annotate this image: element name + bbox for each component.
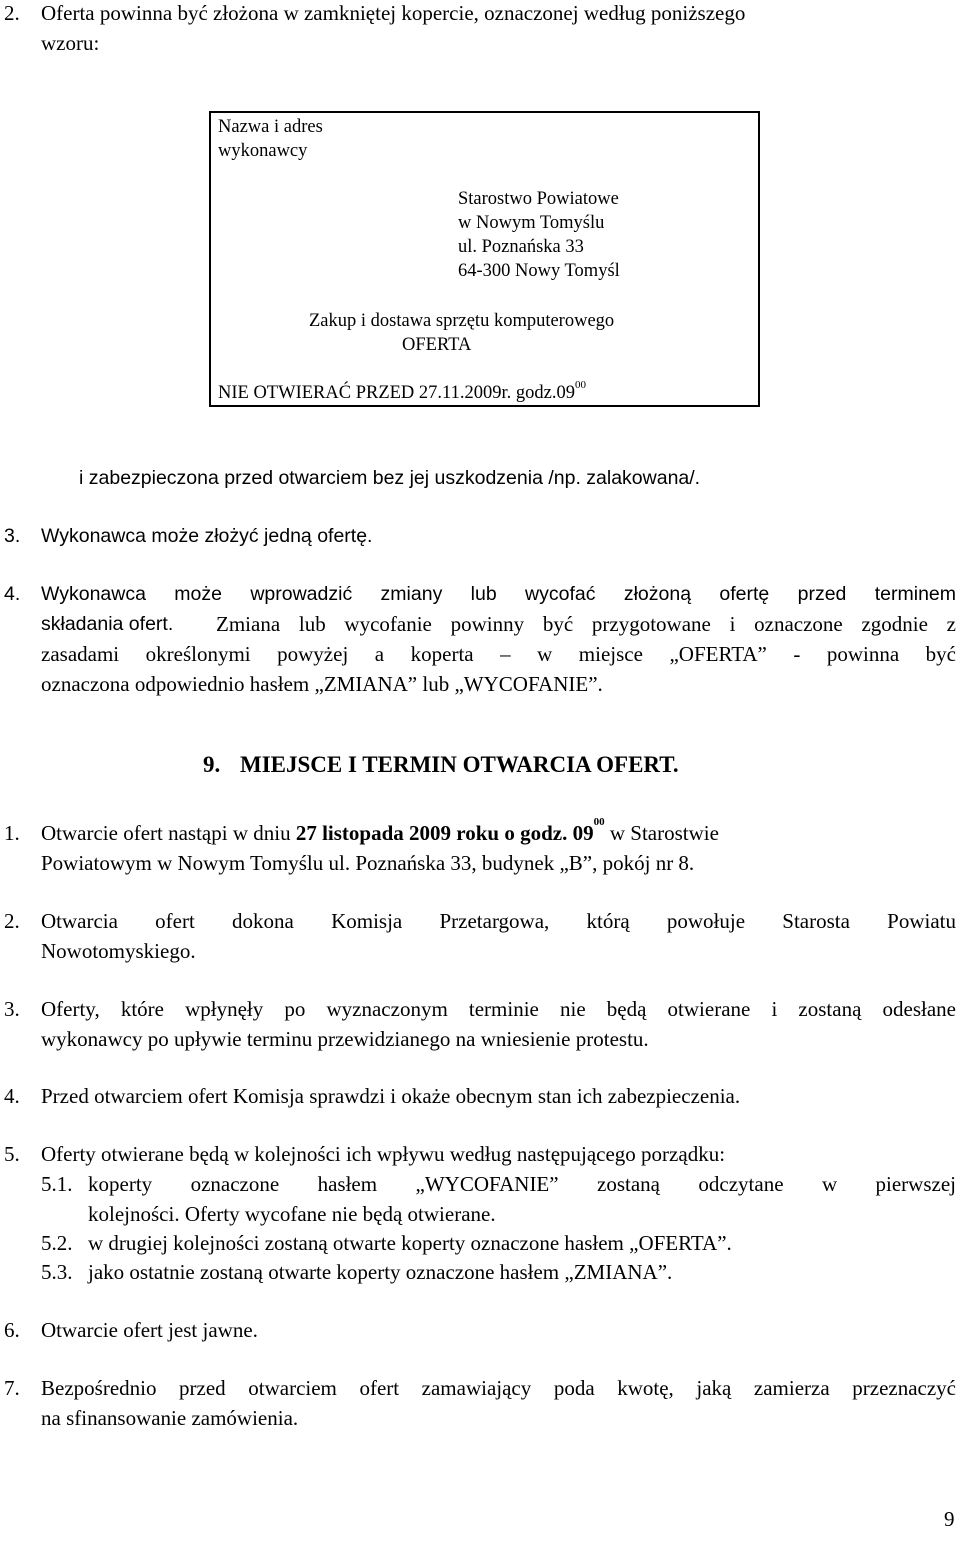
s2-line1: Otwarcia ofert dokona Komisja Przetargowa, którą powołuje Starosta Powiatu — [41, 909, 956, 933]
contractor-name-label: Nazwa i adres — [218, 117, 323, 137]
s3-line2: wykonawcy po upływie terminu przewidzianego na wniesienie protestu. — [41, 1027, 649, 1051]
item4-line4: oznaczona odpowiednio hasłem „ZMIANA” lub „WYCOFANIE”. — [41, 672, 603, 696]
s5-sub2-number: 5.2. — [41, 1231, 73, 1255]
item3-text: Wykonawca może złożyć jedną ofertę. — [41, 525, 373, 547]
item2-after-box: i zabezpieczona przed otwarciem bez jej uszkodzenia /np. zalakowana/. — [79, 467, 701, 489]
s6-number: 6. — [4, 1318, 20, 1342]
recipient-line3: ul. Poznańska 33 — [458, 237, 584, 257]
envelope-do-not-open: NIE OTWIERAĆ PRZED 27.11.2009r. $godz.09^{00}$ — [218, 379, 586, 403]
s5-sub1-line2: kolejności. Oferty wycofane nie będą otwierane. — [88, 1202, 496, 1226]
envelope-oferta-label: OFERTA — [402, 335, 472, 355]
s5-sub3-number: 5.3. — [41, 1260, 73, 1284]
s6-text: Otwarcie ofert jest jawne. — [41, 1318, 258, 1342]
item2-line1: Oferta powinna być złożona w zamkniętej kopercie, oznaczonej według poniższego — [41, 1, 746, 25]
s7-line2: na sfinansowanie zamówienia. — [41, 1406, 299, 1430]
contractor-address-label: wykonawcy — [218, 141, 308, 161]
s1-number: 1. — [4, 821, 20, 845]
item4-line2-serif: Zmiana lub wycofanie powinny być przygotowane i oznaczone zgodnie z — [216, 612, 956, 636]
page-number: 9 — [944, 1507, 955, 1531]
s1-date-bold: 27 listopada 2009 roku o godz. 09 — [295, 821, 594, 845]
item4-line1: Wykonawca może wprowadzić zmiany lub wycofać złożoną ofertę przed terminem — [41, 583, 956, 605]
recipient-line4: 64-300 Nowy Tomyśl — [458, 261, 620, 281]
item4-line2-sans: składania ofert. — [41, 613, 174, 635]
s5-text: Oferty otwierane będą w kolejności ich wpływu według następującego porządku: — [41, 1142, 726, 1166]
s7-number: 7. — [4, 1376, 20, 1400]
envelope-notice-sup: 00 — [574, 379, 586, 391]
s3-line1: Oferty, które wpłynęły po wyznaczonym terminie nie będą otwierane i zostaną odesłane — [41, 997, 956, 1021]
item2-line2: wzoru: — [41, 31, 100, 55]
s4-text: Przed otwarciem ofert Komisja sprawdzi i okaże obecnym stan ich zabezpieczenia. — [41, 1084, 741, 1108]
s5-sub1-number: 5.1. — [41, 1172, 73, 1196]
envelope-sample-box — [209, 111, 760, 407]
item3-number: 3. — [4, 525, 21, 547]
s1-text-c: w Starostwie — [604, 821, 719, 845]
item2-number: 2. — [4, 1, 20, 25]
s2-number: 2. — [4, 909, 20, 933]
s1-text-a: Otwarcie ofert nastąpi w dniu — [41, 821, 296, 845]
item4-line2 — [41, 609, 956, 639]
s1-line1 — [41, 818, 719, 848]
section9-title: MIEJSCE I TERMIN OTWARCIA OFERT. — [240, 752, 679, 777]
s3-number: 3. — [4, 997, 20, 1021]
item4-line3: zasadami określonymi powyżej a koperta – w miejsce „OFERTA” - powinna być — [41, 642, 956, 666]
s4-number: 4. — [4, 1084, 20, 1108]
s5-sub1-line1: koperty oznaczone hasłem „WYCOFANIE” zostaną odczytane w pierwszej — [88, 1172, 956, 1196]
section9-number: 9. — [203, 752, 221, 777]
s1-line2: Powiatowym w Nowym Tomyślu ul. Poznańska 33, budynek „B”, pokój nr 8. — [41, 851, 695, 875]
s7-line1: Bezpośrednio przed otwarciem ofert zamawiający poda kwotę, jaką zamierza przeznaczyć — [41, 1376, 956, 1400]
s1-time-sup: 00 — [593, 816, 605, 828]
item4-number: 4. — [4, 583, 21, 605]
envelope-subject: Zakup i dostawa sprzętu komputerowego — [309, 311, 615, 331]
s5-sub3-text: jako ostatnie zostaną otwarte koperty oznaczone hasłem „ZMIANA”. — [88, 1260, 673, 1284]
s5-sub2-text: w drugiej kolejności zostaną otwarte koperty oznaczone hasłem „OFERTA”. — [88, 1231, 732, 1255]
recipient-line1: Starostwo Powiatowe — [458, 189, 619, 209]
recipient-line2: w Nowym Tomyślu — [458, 213, 605, 233]
s5-number: 5. — [4, 1142, 20, 1166]
s2-line2: Nowotomyskiego. — [41, 939, 196, 963]
